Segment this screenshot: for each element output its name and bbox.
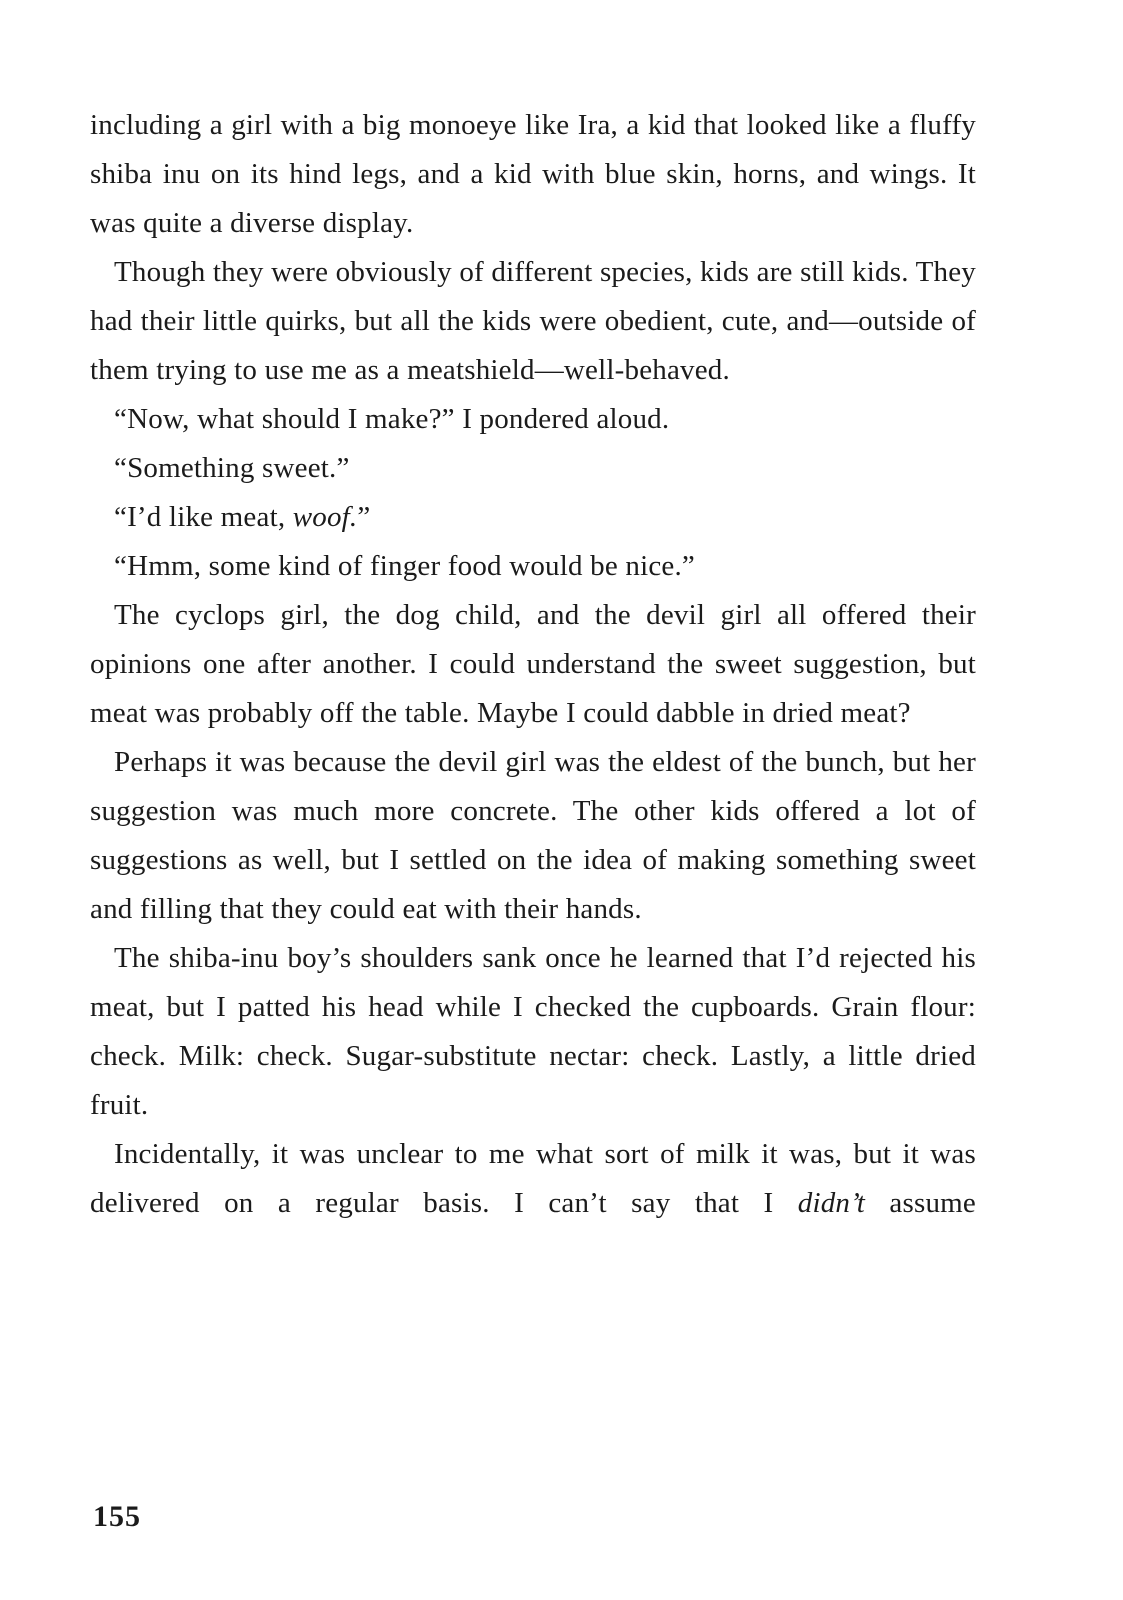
- paragraph: [90, 738, 976, 934]
- text-run: “Hmm, some kind of finger food would be nice.”: [114, 550, 696, 582]
- paragraph: [90, 248, 976, 395]
- paragraph: [90, 493, 976, 542]
- italic-text-run: woof.: [292, 501, 358, 533]
- text-run: Though they were obviously of different species, kids are still kids. They had their little quirks, but all the kids were obedient, cute, and—outside of them trying to use me as a meatshield—well-behaved.: [90, 256, 976, 386]
- text-run: The shiba-inu boy’s shoulders sank once he learned that I’d rejected his meat, but I patted his head while I checked the cupboards. Grain flour: check. Milk: check. Sugar-substitute nectar: check. Lastly, a little dried fruit.: [90, 942, 976, 1121]
- paragraph: [90, 101, 976, 248]
- body-text: [90, 101, 976, 1228]
- text-run: The cyclops girl, the dog child, and the devil girl all offered their opinions one after another. I could understand the sweet suggestion, but meat was probably off the table. Maybe I could dabble in dried meat?: [90, 599, 976, 729]
- paragraph: [90, 542, 976, 591]
- text-run: ”: [357, 501, 371, 533]
- italic-text-run: didn’t: [797, 1187, 866, 1219]
- text-run: assume: [865, 1187, 976, 1219]
- text-run: Incidentally, it was unclear to me what sort of milk it was, but it was delivered on a regular basis. I can’t say that I: [90, 1138, 976, 1219]
- text-run: “I’d like meat,: [114, 501, 293, 533]
- paragraph: [90, 395, 976, 444]
- text-run: “Now, what should I make?” I pondered aloud.: [114, 403, 670, 435]
- text-run: Perhaps it was because the devil girl was the eldest of the bunch, but her suggestion was much more concrete. The other kids offered a lot of suggestions as well, but I settled on the idea of making something sweet and filling that they could eat with their hands.: [90, 746, 976, 925]
- text-run: including a girl with a big monoeye like Ira, a kid that looked like a fluffy shiba inu on its hind legs, and a kid with blue skin, horns, and wings. It was quite a diverse display.: [90, 109, 976, 239]
- paragraph: [90, 444, 976, 493]
- paragraph: [90, 1130, 976, 1228]
- page-number: 155: [93, 1500, 141, 1533]
- paragraph: [90, 591, 976, 738]
- text-run: “Something sweet.”: [114, 452, 350, 484]
- paragraph: [90, 934, 976, 1130]
